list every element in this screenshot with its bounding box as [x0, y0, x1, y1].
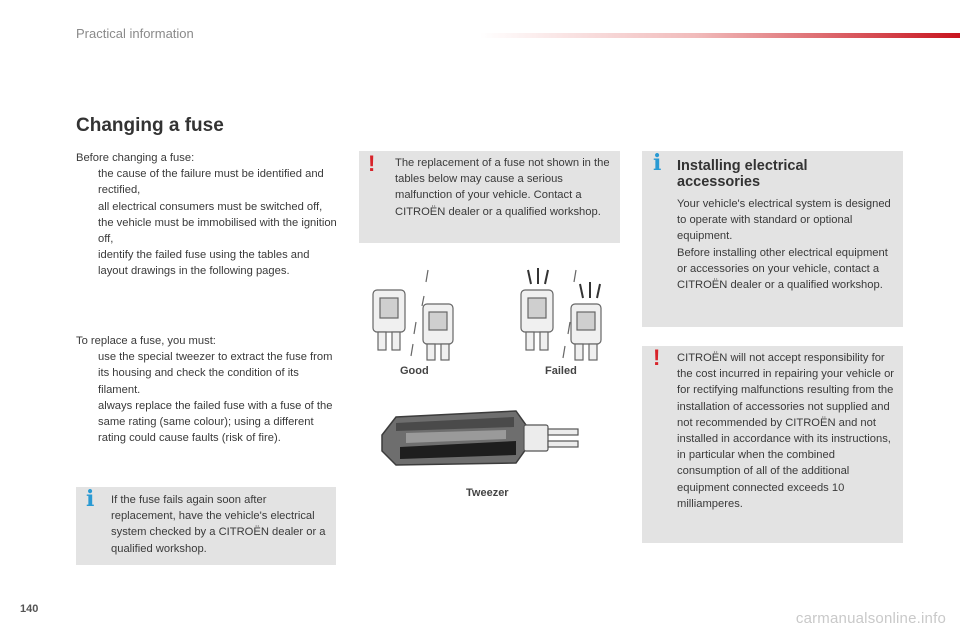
responsibility-box	[642, 346, 903, 543]
info-note-text: If the fuse fails again soon after replacement, have the vehicle's electrical system checked by a CITROËN dealer or a qualified workshop.	[111, 494, 326, 555]
responsibility-text: CITROËN will not accept responsibility for the cost incurred in repairing your vehicle or for rectifying malfunctions resulting from the installation of accessories not supplied and not recommended by CITROËN and not installed in accordance with its instructions, in particular when the combined consumption of all of the additional equipment connected exceeds 10 milliamperes.	[677, 352, 895, 510]
replace-list	[76, 349, 338, 446]
replace-intro: To replace a fuse, you must:	[76, 335, 216, 347]
tweezer-illustration	[376, 403, 586, 483]
info-icon: i	[653, 150, 662, 176]
list-item: always replace the failed fuse with a fuse of the same rating (same colour); using a different rating could cause faults (risk of fire).	[98, 399, 333, 445]
tweezer-label: Tweezer	[466, 487, 509, 499]
tweezer-tip	[524, 425, 578, 451]
failed-label: Failed	[545, 365, 577, 377]
accessories-title: Installing electrical accessories	[677, 158, 808, 190]
accessories-text	[677, 196, 899, 293]
warning-note-box	[359, 151, 620, 243]
good-fuse-pair	[373, 270, 453, 360]
warning-icon: !	[653, 345, 661, 370]
failed-fuse-pair	[521, 268, 601, 360]
accessories-paragraph-1: Your vehicle's electrical system is designed to operate with standard or optional equipment.	[677, 198, 891, 243]
info-note-box	[76, 487, 336, 565]
watermark: carmanualsonline.info	[795, 610, 946, 627]
before-intro: Before changing a fuse:	[76, 152, 195, 164]
page-number: 140	[20, 603, 39, 615]
warning-icon: !	[368, 151, 376, 176]
list-item: use the special tweezer to extract the fuse from its housing and check the condition of its filament.	[98, 351, 333, 396]
tweezer-body	[382, 411, 526, 465]
list-item: the cause of the failure must be identified and rectified,	[98, 168, 324, 197]
accessories-paragraph-2: Before installing other electrical equipment or accessories on your vehicle, contact a CITROËN dealer or a qualified workshop.	[677, 246, 888, 292]
replace-section	[76, 333, 338, 446]
header-accent-bar	[480, 33, 960, 38]
list-item: the vehicle must be immobilised with the ignition off,	[98, 216, 337, 246]
list-item: identify the failed fuse using the tables and layout drawings in the following pages.	[98, 249, 310, 278]
warning-note-text: The replacement of a fuse not shown in the tables below may cause a serious malfunction of your vehicle. Contact a CITROËN dealer or a qualified workshop.	[395, 157, 610, 218]
before-list	[76, 166, 338, 279]
before-section	[76, 150, 338, 280]
fuse-illustration	[358, 262, 628, 372]
accessories-box	[642, 151, 903, 327]
good-label: Good	[400, 365, 429, 377]
section-header: Practical information	[76, 26, 194, 41]
info-icon: i	[86, 486, 95, 512]
list-item: all electrical consumers must be switched off,	[98, 200, 323, 213]
page-title: Changing a fuse	[76, 115, 224, 136]
